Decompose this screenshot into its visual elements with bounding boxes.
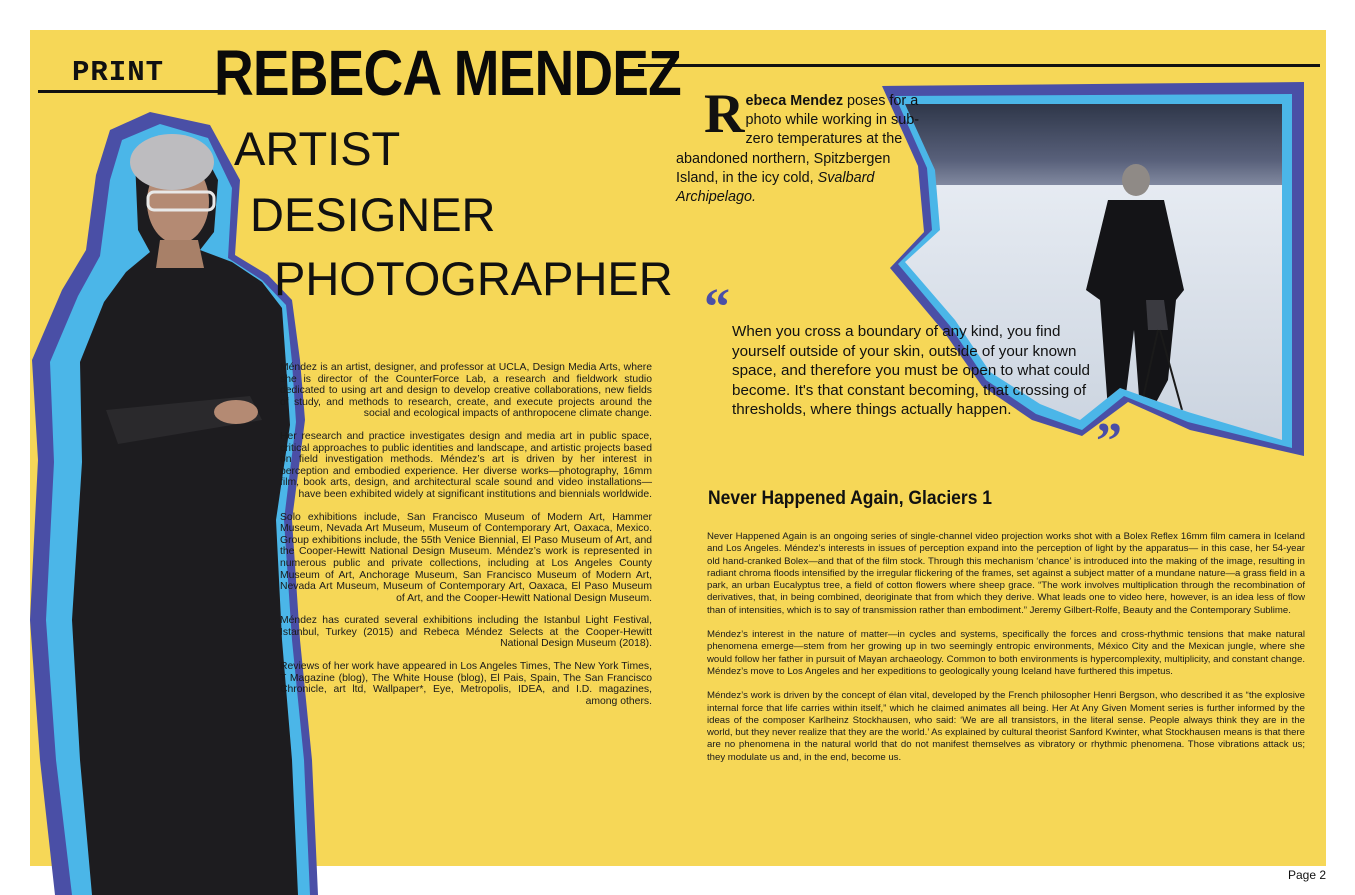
role-artist: ARTIST [234, 122, 401, 175]
bio-paragraph: Her research and practice investigates design and media art in public space, critical approaches to public identities and landscape, and artistic projects based on field investigation methods. Méndez’s art is driven by her interest in perception and embodied experience. Her diverse works—photography, 16mm film, book arts, design, and architectural scale sound and video installations—have been exhibited widely at significant institutions and biennials worldwide. [280, 430, 652, 500]
article-title: Never Happened Again, Glaciers 1 [708, 488, 993, 509]
article-body [707, 531, 1305, 776]
role-designer: DESIGNER [250, 188, 496, 241]
caption-place: Svalbard Archipelago. [676, 169, 875, 206]
caption-text: poses for a photo while working in sub-zero temperatures at the abandoned northern, Spitzbergen Island, in the icy cold, [676, 93, 920, 186]
pull-quote: When you cross a boundary of any kind, you find yourself outside of your skin, outside of your known space, and therefore you must be open to what could become. It's that constant becoming, that crossing of thresholds, where things actually happen. [732, 323, 1090, 419]
bio-paragraph: Reviews of her work have appeared in Los Angeles Times, The New York Times, T Magazine (blog), The White House (blog), El Pais, Spain, The San Francisco Chronicle, art ltd, Wallpaper*, Eye, Metropolis, IDEA, and I.D. magazines, among others. [280, 661, 652, 707]
bio-paragraph: Solo exhibitions include, San Francisco Museum of Modern Art, Hammer Museum, Nevada Art Museum, Museum of Contemporary Art, Oaxaca, Mexico. Group exhibitions include, the 55th Venice Biennial, El Paso Museum of Art, and the Cooper-Hewitt National Design Museum. Méndez’s work is represented in numerous public and private collections, including at Los Angeles County Museum of Art, Anchorage Museum, San Francisco Museum of Modern Art, Nevada Art Museum, Museum of Contemporary Art, Oaxaca, El Paso Museum of Art, and the Cooper-Hewitt National Design Museum. [280, 511, 652, 604]
bio-paragraph: Méndez is an artist, designer, and professor at UCLA, Design Media Arts, where she is director of the CounterForce Lab, a research and fieldwork studio dedicated to using art and design to develop creative collaborations, new fields of study, and methods to research, create, and execute projects around the social and ecological impacts of anthropocene climate change. [280, 362, 652, 420]
bio-paragraph: Méndez has curated several exhibitions including the Istanbul Light Festival, Istanbul, Turkey (2015) and Rebeca Méndez Selects at the Cooper-Hewitt National Design Museum (2018). [280, 615, 652, 650]
article-paragraph: Never Happened Again is an ongoing series of single-channel video projection works shot with a Bolex Reflex 16mm film camera in Iceland and Los Angeles. Méndez’s interests in issues of perception expand into the perception of light by the apparatus— in this case, her 54-year old hand-cranked Bolex—and that of the film stock. Through this mechanism ‘chance’ is introduced into the making of the image, resulting in radiant chroma floods intensified by the irregular flickering of the frames, set against a subject matter of a mundane nature—a grass field in a park, an urban Eucalyptus tree, a field of cotton flowers where sheep grace. “The work involves multiplication through the recombination of derivatives, that, in being combined, deoriginate that from which they derive. What leads one to video here, however, is an idea less of flow than of intensities, which is to say of transmission rather than embodiment.” Jeremy Gilbert-Rolfe, Beauty and the Contemporary Sublime. [707, 531, 1305, 616]
close-quote-mark: ” [1096, 413, 1122, 470]
page-title: REBECA MENDEZ [214, 37, 681, 109]
caption-name: ebeca Mendez [745, 93, 844, 109]
role-photographer: PHOTOGRAPHER [274, 252, 673, 305]
photo-caption [676, 83, 936, 207]
article-paragraph: Méndez’s interest in the nature of matter—in cycles and systems, specifically the forces and cross-rhythmic tensions that make natural phenomena emerge—stem from her growing up in two seemingly entropic environments, México City and the Mexican jungle, where she would follow her father in pursuit of Mayan archaeology. Common to both environments is hypercomplexity, multiplicity, and constant change. Méndez’s move to Los Angeles and her expeditions to geologically young Iceland have furthered this impetus. [707, 629, 1305, 677]
article-paragraph: Méndez’s work is driven by the concept of élan vital, developed by the French philosopher Henri Bergson, who described it as “the explosive internal force that life carries within itself,” which he claimed animates all being. Her At Any Given Moment series is further informed by the ideas of the composer Karlheinz Stockhausen, who said: ‘We are all transistors, in the literal sense. People always think they are in the world, but they never realize that they are the world.’ As explained by cultural theorist Sanford Kwinter, what Stockhausen means is that there are no phenomena in the natural world that do not manifest themselves as vibratory or rhythmic phenomena. Those vibrations attack us; they modulate us and, in the end, become us. [707, 690, 1305, 763]
caption-dropcap: R [704, 83, 745, 145]
section-kicker: PRINT [72, 56, 165, 89]
page-number: Page 2 [1288, 868, 1327, 882]
open-quote-mark: “ [704, 279, 730, 336]
